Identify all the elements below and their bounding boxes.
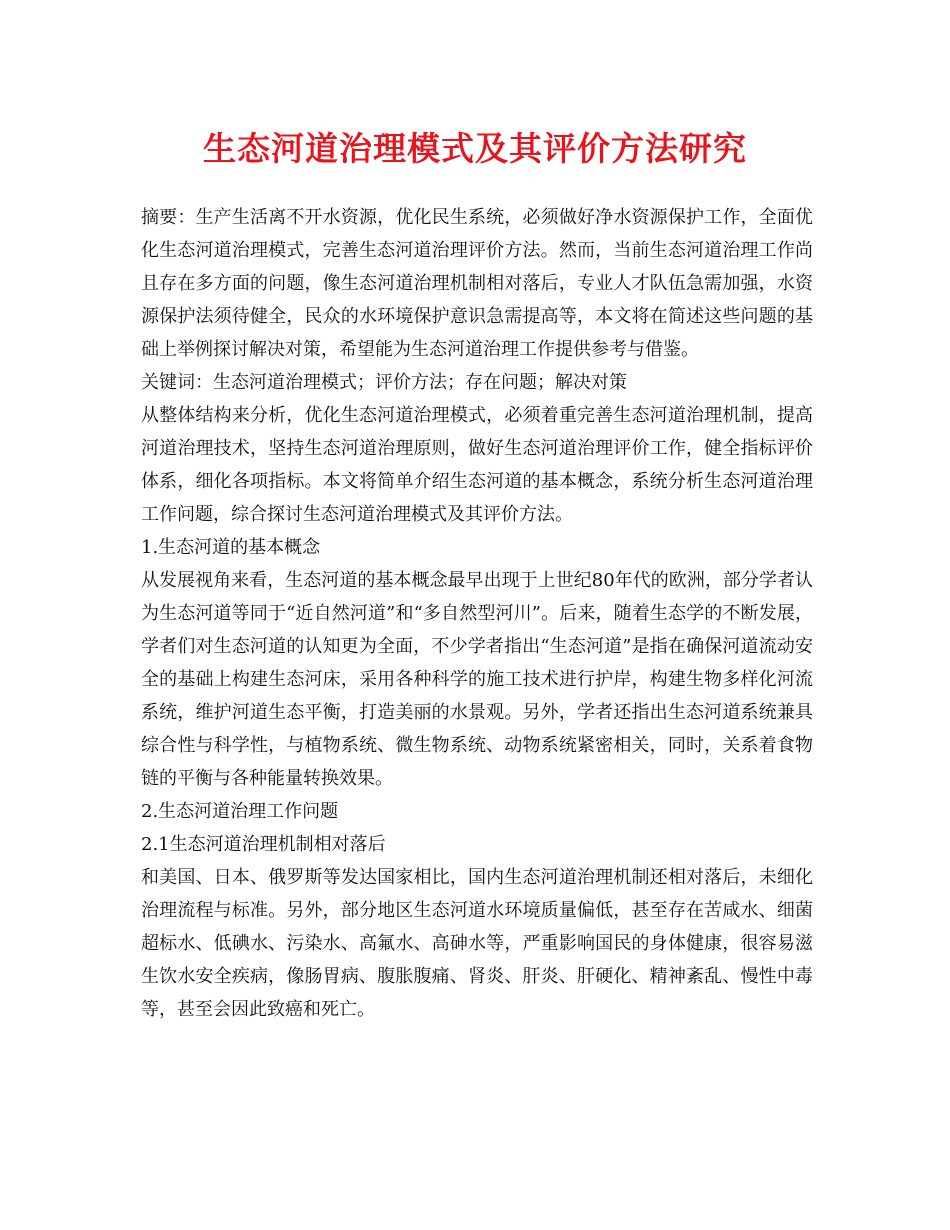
document-body <box>141 201 813 1026</box>
section-heading-1: 1.生态河道的基本概念 <box>141 537 321 558</box>
abstract-paragraph: 摘要：生产生活离不开水资源，优化民生系统，必须做好净水资源保护工作，全面优化生态河道治理模式，完善生态河道治理评价方法。然而，当前生态河道治理工作尚且存在多方面的问题，像生态河道治理机制相对落后，专业人才队伍急需加强，水资源保护法须待健全，民众的水环境保护意识急需提高等，本文将在简述这些问题的基础上举例探讨解决对策，希望能为生态河道治理工作提供参考与借鉴。 <box>141 207 813 360</box>
subsection-heading-2-1: 2.1生态河道治理机制相对落后 <box>141 834 386 855</box>
keywords-paragraph: 关键词：生态河道治理模式；评价方法；存在问题；解决对策 <box>141 372 627 393</box>
section-heading-2: 2.生态河道治理工作问题 <box>141 801 339 822</box>
subsection-2-1-paragraph: 和美国、日本、俄罗斯等发达国家相比，国内生态河道治理机制还相对落后，未细化治理流程与标准。另外，部分地区生态河道水环境质量偏低，甚至存在苦咸水、细菌超标水、低碘水、污染水、高氟水、高砷水等，严重影响国民的身体健康，很容易滋生饮水安全疾病，像肠胃病、腹胀腹痛、肾炎、肝炎、肝硬化、精神紊乱、慢性中毒等，甚至会因此致癌和死亡。 <box>141 867 813 1020</box>
page-title: 生态河道治理模式及其评价方法研究 <box>203 129 747 168</box>
section-1-paragraph: 从发展视角来看，生态河道的基本概念最早出现于上世纪80年代的欧洲，部分学者认为生态河道等同于“近自然河道”和“多自然型河川”。后来，随着生态学的不断发展，学者们对生态河道的认知更为全面，不少学者指出“生态河道”是指在确保河道流动安全的基础上构建生态河床，采用各种科学的施工技术进行护岸，构建生物多样化河流系统，维护河道生态平衡，打造美丽的水景观。另外，学者还指出生态河道系统兼具综合性与科学性，与植物系统、微生物系统、动物系统紧密相关，同时，关系着食物链的平衡与各种能量转换效果。 <box>141 570 813 789</box>
intro-paragraph: 从整体结构来分析，优化生态河道治理模式，必须着重完善生态河道治理机制，提高河道治理技术，坚持生态河道治理原则，做好生态河道治理评价工作，健全指标评价体系，细化各项指标。本文将简单介绍生态河道的基本概念，系统分析生态河道治理工作问题，综合探讨生态河道治理模式及其评价方法。 <box>141 405 813 525</box>
